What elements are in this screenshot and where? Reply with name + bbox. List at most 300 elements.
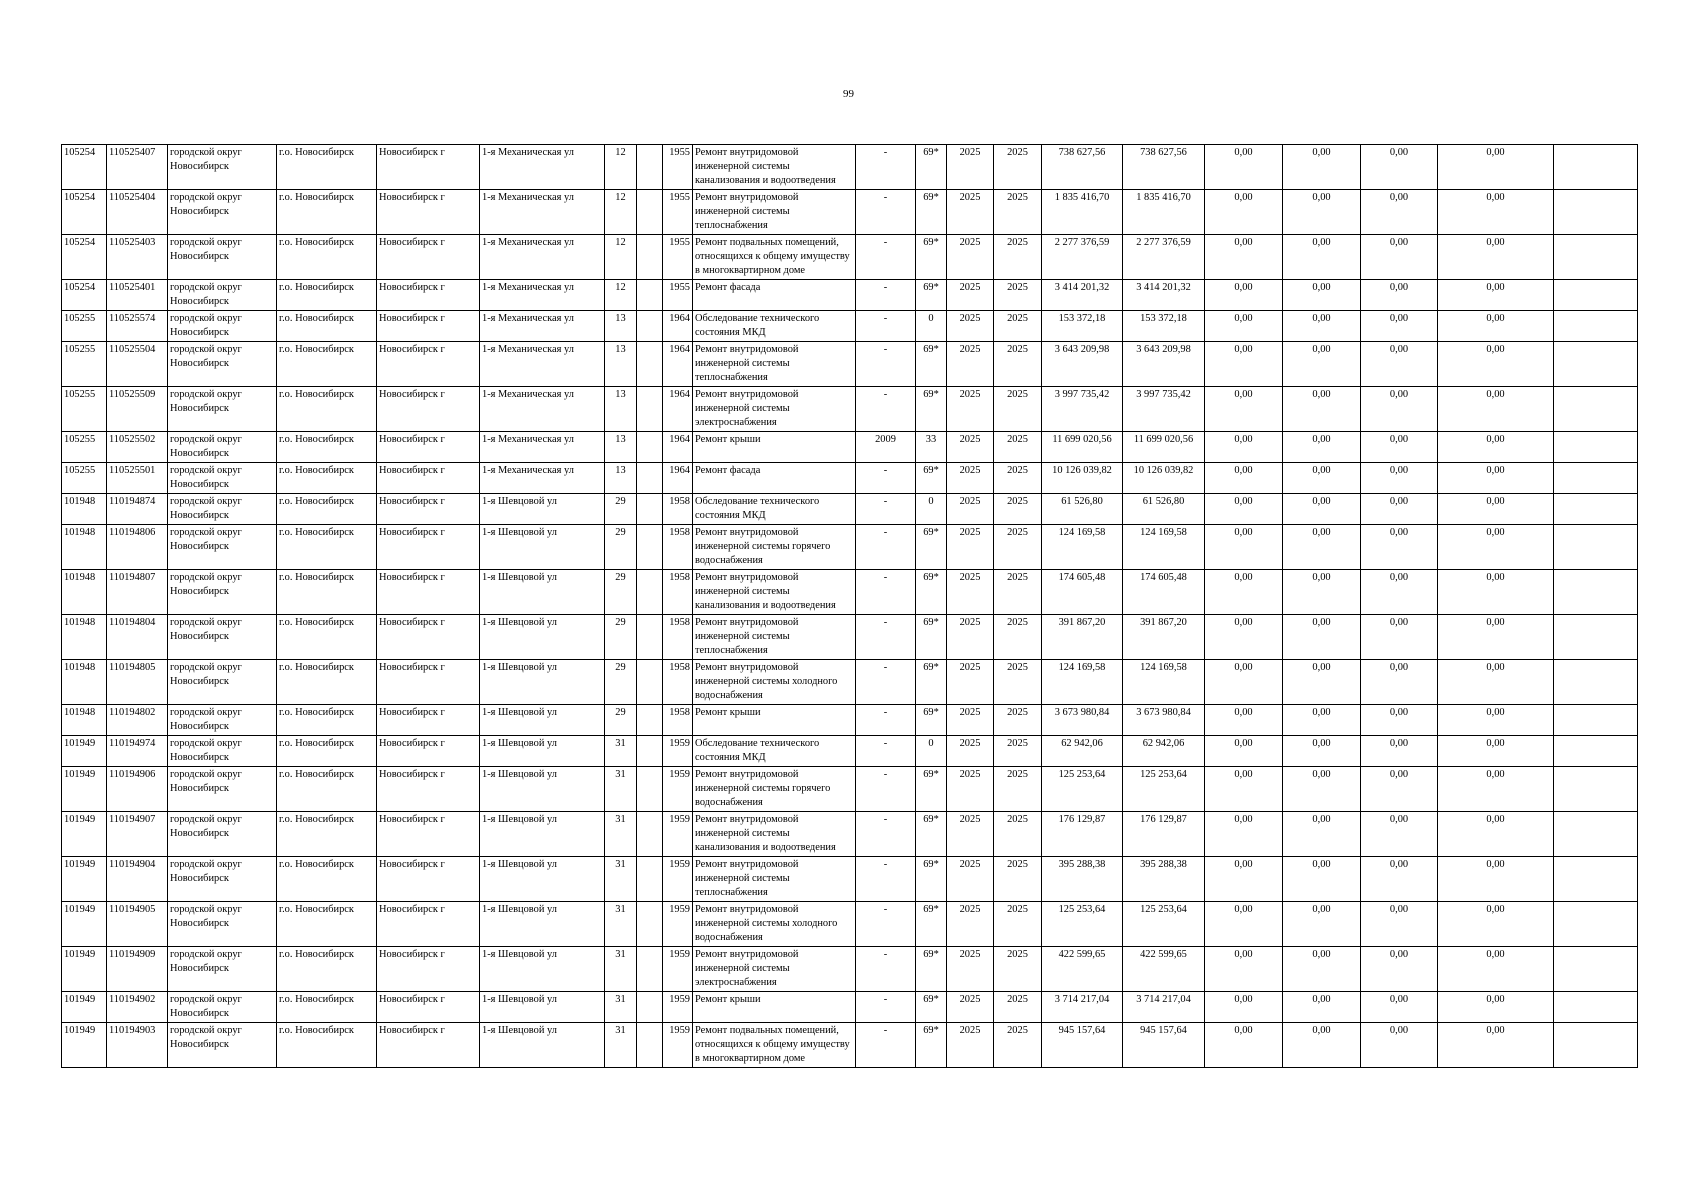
work-type-cell: Ремонт внутридомовой инженерной системы электроснабжения	[693, 947, 856, 992]
year-end-cell: 2025	[994, 145, 1042, 190]
cost-total-cell: 945 157,64	[1042, 1023, 1123, 1068]
street-cell: 1-я Шевцовой ул	[480, 736, 605, 767]
cost-owners-cell: 0,00	[1438, 705, 1554, 736]
cost-regional-cell: 0,00	[1283, 387, 1361, 432]
wear-cell: 69*	[916, 190, 947, 235]
year-end-cell: 2025	[994, 992, 1042, 1023]
work-type-cell: Ремонт внутридомовой инженерной системы горячего водоснабжения	[693, 767, 856, 812]
house-number-cell: 29	[605, 705, 637, 736]
municipality-cell: городской округ Новосибирск	[168, 463, 277, 494]
cost-owners-cell: 0,00	[1438, 1023, 1554, 1068]
cost-federal-cell: 0,00	[1205, 615, 1283, 660]
locality-cell: Новосибирск г	[377, 570, 480, 615]
municipality-cell: городской округ Новосибирск	[168, 280, 277, 311]
year-end-cell: 2025	[994, 660, 1042, 705]
cost-federal-cell: 0,00	[1205, 992, 1283, 1023]
page-number: 99	[843, 88, 854, 100]
wear-cell: 69*	[916, 992, 947, 1023]
wear-cell: 0	[916, 736, 947, 767]
note-cell	[1554, 992, 1638, 1023]
cost-fund-cell: 3 673 980,84	[1123, 705, 1205, 736]
cost-local-cell: 0,00	[1361, 387, 1438, 432]
cost-regional-cell: 0,00	[1283, 145, 1361, 190]
year-start-cell: 2025	[947, 494, 994, 525]
note-cell	[1554, 494, 1638, 525]
year-end-cell: 2025	[994, 235, 1042, 280]
house-number-cell: 13	[605, 342, 637, 387]
locality-cell: Новосибирск г	[377, 767, 480, 812]
cost-owners-cell: 0,00	[1438, 525, 1554, 570]
locality-cell: Новосибирск г	[377, 235, 480, 280]
note-cell	[1554, 432, 1638, 463]
cost-federal-cell: 0,00	[1205, 432, 1283, 463]
year-start-cell: 2025	[947, 1023, 994, 1068]
year-built-cell: 1964	[663, 311, 693, 342]
year-start-cell: 2025	[947, 432, 994, 463]
house-id-cell: 105255	[62, 387, 107, 432]
year-built-cell: 1959	[663, 736, 693, 767]
cost-federal-cell: 0,00	[1205, 705, 1283, 736]
house-number-cell: 31	[605, 1023, 637, 1068]
cost-total-cell: 10 126 039,82	[1042, 463, 1123, 494]
cost-fund-cell: 124 169,58	[1123, 660, 1205, 705]
district-cell: г.о. Новосибирск	[277, 190, 377, 235]
municipality-cell: городской округ Новосибирск	[168, 525, 277, 570]
year-built-cell: 1955	[663, 235, 693, 280]
house-id-cell: 105254	[62, 280, 107, 311]
municipality-cell: городской округ Новосибирск	[168, 857, 277, 902]
last-repair-cell: -	[856, 615, 916, 660]
year-built-cell: 1958	[663, 705, 693, 736]
year-built-cell: 1958	[663, 525, 693, 570]
district-cell: г.о. Новосибирск	[277, 342, 377, 387]
korpus-cell	[637, 432, 663, 463]
cost-owners-cell: 0,00	[1438, 432, 1554, 463]
table-row	[62, 525, 1638, 570]
korpus-cell	[637, 525, 663, 570]
cost-regional-cell: 0,00	[1283, 902, 1361, 947]
year-end-cell: 2025	[994, 1023, 1042, 1068]
house-id-cell: 101949	[62, 1023, 107, 1068]
last-repair-cell: -	[856, 190, 916, 235]
last-repair-cell: -	[856, 342, 916, 387]
year-end-cell: 2025	[994, 342, 1042, 387]
year-end-cell: 2025	[994, 947, 1042, 992]
year-built-cell: 1959	[663, 812, 693, 857]
note-cell	[1554, 235, 1638, 280]
table-body	[62, 145, 1638, 1068]
cost-local-cell: 0,00	[1361, 947, 1438, 992]
work-id-cell: 110194802	[107, 705, 168, 736]
cost-regional-cell: 0,00	[1283, 992, 1361, 1023]
table-row	[62, 342, 1638, 387]
cost-total-cell: 124 169,58	[1042, 660, 1123, 705]
work-id-cell: 110194905	[107, 902, 168, 947]
korpus-cell	[637, 705, 663, 736]
year-built-cell: 1959	[663, 857, 693, 902]
house-id-cell: 105255	[62, 342, 107, 387]
cost-total-cell: 3 673 980,84	[1042, 705, 1123, 736]
district-cell: г.о. Новосибирск	[277, 525, 377, 570]
municipality-cell: городской округ Новосибирск	[168, 947, 277, 992]
year-start-cell: 2025	[947, 705, 994, 736]
cost-fund-cell: 422 599,65	[1123, 947, 1205, 992]
korpus-cell	[637, 812, 663, 857]
cost-local-cell: 0,00	[1361, 235, 1438, 280]
year-start-cell: 2025	[947, 857, 994, 902]
year-start-cell: 2025	[947, 387, 994, 432]
cost-federal-cell: 0,00	[1205, 857, 1283, 902]
year-end-cell: 2025	[994, 311, 1042, 342]
table-row	[62, 432, 1638, 463]
cost-federal-cell: 0,00	[1205, 342, 1283, 387]
note-cell	[1554, 1023, 1638, 1068]
year-start-cell: 2025	[947, 992, 994, 1023]
locality-cell: Новосибирск г	[377, 705, 480, 736]
locality-cell: Новосибирск г	[377, 857, 480, 902]
cost-total-cell: 3 714 217,04	[1042, 992, 1123, 1023]
district-cell: г.о. Новосибирск	[277, 145, 377, 190]
cost-fund-cell: 61 526,80	[1123, 494, 1205, 525]
work-id-cell: 110525401	[107, 280, 168, 311]
municipality-cell: городской округ Новосибирск	[168, 812, 277, 857]
note-cell	[1554, 812, 1638, 857]
district-cell: г.о. Новосибирск	[277, 280, 377, 311]
cost-total-cell: 153 372,18	[1042, 311, 1123, 342]
work-type-cell: Ремонт внутридомовой инженерной системы теплоснабжения	[693, 857, 856, 902]
district-cell: г.о. Новосибирск	[277, 992, 377, 1023]
year-start-cell: 2025	[947, 615, 994, 660]
cost-owners-cell: 0,00	[1438, 235, 1554, 280]
table-row	[62, 992, 1638, 1023]
cost-local-cell: 0,00	[1361, 812, 1438, 857]
last-repair-cell: -	[856, 767, 916, 812]
table-row	[62, 190, 1638, 235]
note-cell	[1554, 570, 1638, 615]
wear-cell: 69*	[916, 615, 947, 660]
last-repair-cell: -	[856, 902, 916, 947]
street-cell: 1-я Шевцовой ул	[480, 660, 605, 705]
year-end-cell: 2025	[994, 902, 1042, 947]
locality-cell: Новосибирск г	[377, 615, 480, 660]
municipality-cell: городской округ Новосибирск	[168, 767, 277, 812]
cost-regional-cell: 0,00	[1283, 767, 1361, 812]
district-cell: г.о. Новосибирск	[277, 947, 377, 992]
work-type-cell: Ремонт внутридомовой инженерной системы канализования и водоотведения	[693, 812, 856, 857]
last-repair-cell: -	[856, 235, 916, 280]
work-type-cell: Ремонт внутридомовой инженерной системы теплоснабжения	[693, 190, 856, 235]
work-id-cell: 110194806	[107, 525, 168, 570]
municipality-cell: городской округ Новосибирск	[168, 311, 277, 342]
municipality-cell: городской округ Новосибирск	[168, 190, 277, 235]
year-start-cell: 2025	[947, 235, 994, 280]
year-end-cell: 2025	[994, 705, 1042, 736]
house-id-cell: 101948	[62, 705, 107, 736]
municipality-cell: городской округ Новосибирск	[168, 235, 277, 280]
locality-cell: Новосибирск г	[377, 992, 480, 1023]
year-built-cell: 1959	[663, 947, 693, 992]
house-number-cell: 29	[605, 660, 637, 705]
house-number-cell: 31	[605, 767, 637, 812]
cost-fund-cell: 1 835 416,70	[1123, 190, 1205, 235]
wear-cell: 69*	[916, 463, 947, 494]
work-type-cell: Ремонт крыши	[693, 705, 856, 736]
year-end-cell: 2025	[994, 190, 1042, 235]
cost-local-cell: 0,00	[1361, 857, 1438, 902]
table-row	[62, 615, 1638, 660]
wear-cell: 69*	[916, 342, 947, 387]
cost-total-cell: 125 253,64	[1042, 767, 1123, 812]
work-id-cell: 110194807	[107, 570, 168, 615]
year-start-cell: 2025	[947, 902, 994, 947]
korpus-cell	[637, 235, 663, 280]
cost-total-cell: 391 867,20	[1042, 615, 1123, 660]
cost-owners-cell: 0,00	[1438, 570, 1554, 615]
last-repair-cell: -	[856, 1023, 916, 1068]
cost-total-cell: 2 277 376,59	[1042, 235, 1123, 280]
last-repair-cell: -	[856, 705, 916, 736]
house-number-cell: 31	[605, 947, 637, 992]
cost-total-cell: 395 288,38	[1042, 857, 1123, 902]
cost-regional-cell: 0,00	[1283, 736, 1361, 767]
year-end-cell: 2025	[994, 570, 1042, 615]
year-start-cell: 2025	[947, 525, 994, 570]
district-cell: г.о. Новосибирск	[277, 311, 377, 342]
cost-owners-cell: 0,00	[1438, 145, 1554, 190]
cost-regional-cell: 0,00	[1283, 1023, 1361, 1068]
work-id-cell: 110525509	[107, 387, 168, 432]
work-id-cell: 110194903	[107, 1023, 168, 1068]
street-cell: 1-я Шевцовой ул	[480, 767, 605, 812]
korpus-cell	[637, 615, 663, 660]
last-repair-cell: -	[856, 311, 916, 342]
cost-federal-cell: 0,00	[1205, 525, 1283, 570]
work-type-cell: Ремонт внутридомовой инженерной системы холодного водоснабжения	[693, 902, 856, 947]
last-repair-cell: -	[856, 660, 916, 705]
street-cell: 1-я Шевцовой ул	[480, 857, 605, 902]
year-start-cell: 2025	[947, 342, 994, 387]
korpus-cell	[637, 1023, 663, 1068]
last-repair-cell: -	[856, 463, 916, 494]
municipality-cell: городской округ Новосибирск	[168, 660, 277, 705]
district-cell: г.о. Новосибирск	[277, 615, 377, 660]
street-cell: 1-я Шевцовой ул	[480, 525, 605, 570]
year-end-cell: 2025	[994, 525, 1042, 570]
work-id-cell: 110194909	[107, 947, 168, 992]
last-repair-cell: -	[856, 947, 916, 992]
note-cell	[1554, 387, 1638, 432]
cost-total-cell: 738 627,56	[1042, 145, 1123, 190]
wear-cell: 69*	[916, 902, 947, 947]
note-cell	[1554, 660, 1638, 705]
wear-cell: 0	[916, 311, 947, 342]
cost-regional-cell: 0,00	[1283, 812, 1361, 857]
cost-federal-cell: 0,00	[1205, 902, 1283, 947]
house-id-cell: 105254	[62, 145, 107, 190]
house-number-cell: 29	[605, 615, 637, 660]
last-repair-cell: -	[856, 525, 916, 570]
cost-fund-cell: 62 942,06	[1123, 736, 1205, 767]
year-end-cell: 2025	[994, 387, 1042, 432]
cost-federal-cell: 0,00	[1205, 190, 1283, 235]
cost-local-cell: 0,00	[1361, 705, 1438, 736]
cost-regional-cell: 0,00	[1283, 463, 1361, 494]
cost-total-cell: 174 605,48	[1042, 570, 1123, 615]
note-cell	[1554, 525, 1638, 570]
year-built-cell: 1959	[663, 1023, 693, 1068]
locality-cell: Новосибирск г	[377, 1023, 480, 1068]
cost-owners-cell: 0,00	[1438, 615, 1554, 660]
locality-cell: Новосибирск г	[377, 525, 480, 570]
wear-cell: 69*	[916, 857, 947, 902]
cost-fund-cell: 945 157,64	[1123, 1023, 1205, 1068]
korpus-cell	[637, 947, 663, 992]
note-cell	[1554, 902, 1638, 947]
cost-local-cell: 0,00	[1361, 432, 1438, 463]
table-row	[62, 736, 1638, 767]
cost-local-cell: 0,00	[1361, 902, 1438, 947]
year-built-cell: 1958	[663, 615, 693, 660]
municipality-cell: городской округ Новосибирск	[168, 902, 277, 947]
cost-local-cell: 0,00	[1361, 463, 1438, 494]
cost-local-cell: 0,00	[1361, 311, 1438, 342]
locality-cell: Новосибирск г	[377, 280, 480, 311]
street-cell: 1-я Шевцовой ул	[480, 615, 605, 660]
work-id-cell: 110194907	[107, 812, 168, 857]
cost-owners-cell: 0,00	[1438, 992, 1554, 1023]
street-cell: 1-я Шевцовой ул	[480, 1023, 605, 1068]
year-built-cell: 1958	[663, 570, 693, 615]
cost-owners-cell: 0,00	[1438, 947, 1554, 992]
cost-total-cell: 62 942,06	[1042, 736, 1123, 767]
street-cell: 1-я Шевцовой ул	[480, 992, 605, 1023]
cost-owners-cell: 0,00	[1438, 387, 1554, 432]
cost-regional-cell: 0,00	[1283, 660, 1361, 705]
work-type-cell: Обследование технического состояния МКД	[693, 311, 856, 342]
korpus-cell	[637, 992, 663, 1023]
cost-local-cell: 0,00	[1361, 660, 1438, 705]
municipality-cell: городской округ Новосибирск	[168, 494, 277, 525]
wear-cell: 33	[916, 432, 947, 463]
street-cell: 1-я Шевцовой ул	[480, 902, 605, 947]
last-repair-cell: -	[856, 280, 916, 311]
korpus-cell	[637, 463, 663, 494]
note-cell	[1554, 145, 1638, 190]
year-built-cell: 1959	[663, 902, 693, 947]
work-type-cell: Ремонт крыши	[693, 992, 856, 1023]
street-cell: 1-я Механическая ул	[480, 432, 605, 463]
cost-total-cell: 3 643 209,98	[1042, 342, 1123, 387]
municipality-cell: городской округ Новосибирск	[168, 145, 277, 190]
district-cell: г.о. Новосибирск	[277, 812, 377, 857]
note-cell	[1554, 190, 1638, 235]
table-row	[62, 902, 1638, 947]
cost-total-cell: 176 129,87	[1042, 812, 1123, 857]
year-start-cell: 2025	[947, 145, 994, 190]
cost-fund-cell: 391 867,20	[1123, 615, 1205, 660]
cost-regional-cell: 0,00	[1283, 857, 1361, 902]
work-id-cell: 110194805	[107, 660, 168, 705]
last-repair-cell: 2009	[856, 432, 916, 463]
korpus-cell	[637, 387, 663, 432]
house-id-cell: 101949	[62, 736, 107, 767]
year-built-cell: 1955	[663, 190, 693, 235]
cost-owners-cell: 0,00	[1438, 342, 1554, 387]
house-number-cell: 12	[605, 190, 637, 235]
cost-fund-cell: 2 277 376,59	[1123, 235, 1205, 280]
cost-federal-cell: 0,00	[1205, 767, 1283, 812]
cost-local-cell: 0,00	[1361, 767, 1438, 812]
year-start-cell: 2025	[947, 736, 994, 767]
locality-cell: Новосибирск г	[377, 902, 480, 947]
work-type-cell: Ремонт фасада	[693, 463, 856, 494]
street-cell: 1-я Механическая ул	[480, 387, 605, 432]
work-type-cell: Ремонт внутридомовой инженерной системы теплоснабжения	[693, 342, 856, 387]
house-id-cell: 101948	[62, 660, 107, 705]
year-built-cell: 1955	[663, 145, 693, 190]
district-cell: г.о. Новосибирск	[277, 767, 377, 812]
cost-regional-cell: 0,00	[1283, 190, 1361, 235]
municipality-cell: городской округ Новосибирск	[168, 342, 277, 387]
note-cell	[1554, 463, 1638, 494]
municipality-cell: городской округ Новосибирск	[168, 615, 277, 660]
cost-local-cell: 0,00	[1361, 1023, 1438, 1068]
street-cell: 1-я Механическая ул	[480, 190, 605, 235]
year-start-cell: 2025	[947, 947, 994, 992]
korpus-cell	[637, 857, 663, 902]
year-built-cell: 1959	[663, 767, 693, 812]
cost-federal-cell: 0,00	[1205, 1023, 1283, 1068]
district-cell: г.о. Новосибирск	[277, 463, 377, 494]
district-cell: г.о. Новосибирск	[277, 494, 377, 525]
korpus-cell	[637, 342, 663, 387]
cost-owners-cell: 0,00	[1438, 311, 1554, 342]
work-type-cell: Обследование технического состояния МКД	[693, 494, 856, 525]
cost-owners-cell: 0,00	[1438, 736, 1554, 767]
work-type-cell: Ремонт внутридомовой инженерной системы канализования и водоотведения	[693, 570, 856, 615]
work-type-cell: Ремонт крыши	[693, 432, 856, 463]
municipality-cell: городской округ Новосибирск	[168, 387, 277, 432]
year-end-cell: 2025	[994, 857, 1042, 902]
street-cell: 1-я Механическая ул	[480, 280, 605, 311]
cost-owners-cell: 0,00	[1438, 857, 1554, 902]
cost-local-cell: 0,00	[1361, 280, 1438, 311]
table-row	[62, 235, 1638, 280]
wear-cell: 69*	[916, 660, 947, 705]
cost-regional-cell: 0,00	[1283, 342, 1361, 387]
cost-federal-cell: 0,00	[1205, 494, 1283, 525]
cost-regional-cell: 0,00	[1283, 311, 1361, 342]
last-repair-cell: -	[856, 494, 916, 525]
year-built-cell: 1964	[663, 432, 693, 463]
table-row	[62, 857, 1638, 902]
cost-owners-cell: 0,00	[1438, 494, 1554, 525]
korpus-cell	[637, 736, 663, 767]
table-row	[62, 311, 1638, 342]
cost-local-cell: 0,00	[1361, 342, 1438, 387]
house-number-cell: 29	[605, 494, 637, 525]
house-number-cell: 31	[605, 812, 637, 857]
cost-fund-cell: 3 997 735,42	[1123, 387, 1205, 432]
cost-owners-cell: 0,00	[1438, 280, 1554, 311]
cost-fund-cell: 10 126 039,82	[1123, 463, 1205, 494]
cost-federal-cell: 0,00	[1205, 387, 1283, 432]
year-start-cell: 2025	[947, 812, 994, 857]
cost-owners-cell: 0,00	[1438, 190, 1554, 235]
wear-cell: 69*	[916, 947, 947, 992]
year-end-cell: 2025	[994, 432, 1042, 463]
wear-cell: 69*	[916, 235, 947, 280]
